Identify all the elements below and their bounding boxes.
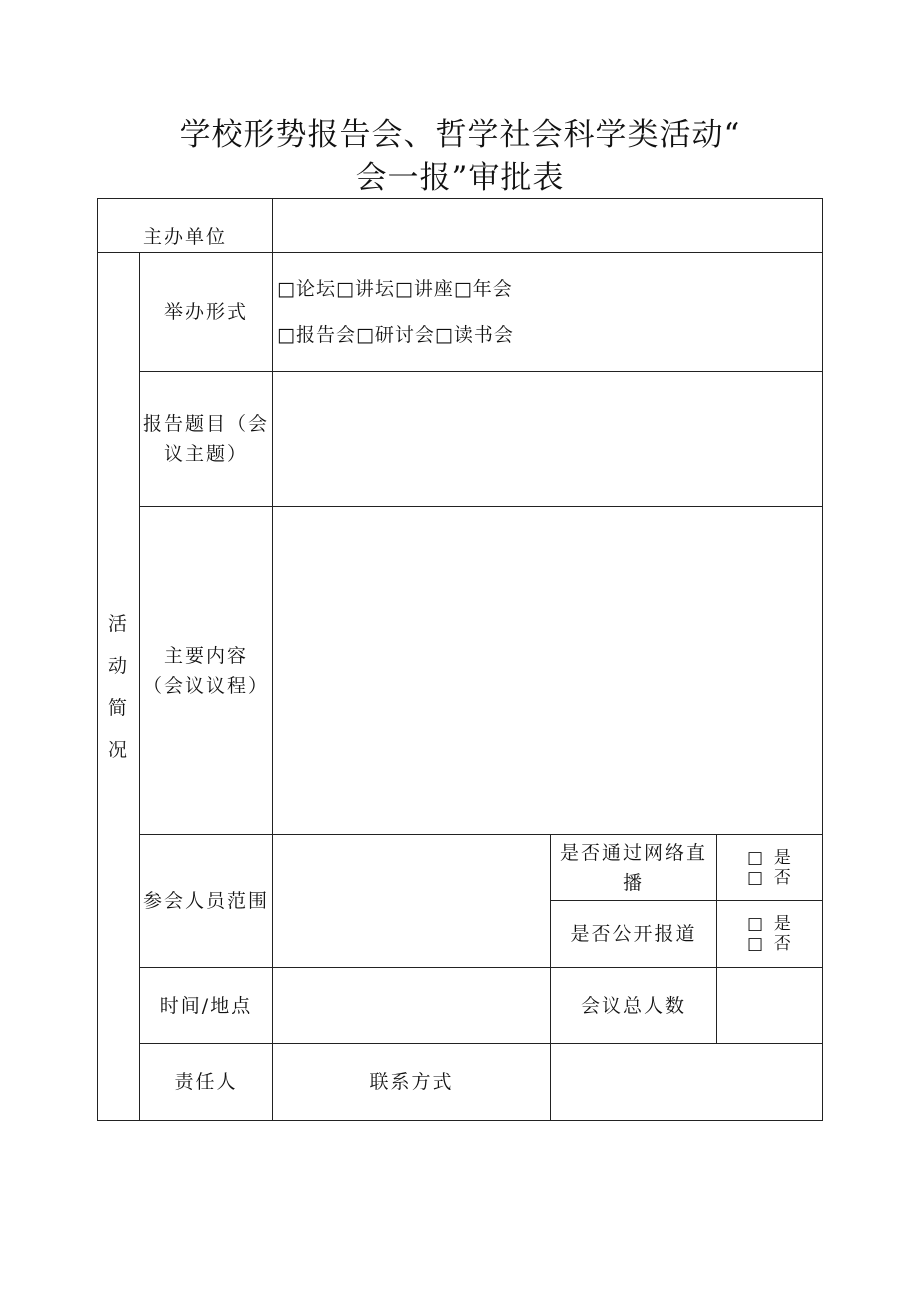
side-char-3: 简 xyxy=(107,696,129,719)
format-options-line-1[interactable]: □论坛□讲坛□讲座□年会 xyxy=(277,278,513,300)
total-attendees-label: 会议总人数 xyxy=(551,968,717,1044)
host-unit-label: 主办单位 xyxy=(98,199,273,253)
side-char-1: 活 xyxy=(107,612,129,635)
total-attendees-value[interactable] xyxy=(717,968,823,1044)
approval-form-table xyxy=(97,198,823,1121)
participants-value[interactable] xyxy=(273,835,551,968)
topic-value[interactable] xyxy=(273,372,823,507)
live-yes-checkbox[interactable]: □ 是 xyxy=(747,847,791,868)
format-label: 举办形式 xyxy=(140,253,273,372)
content-value[interactable] xyxy=(273,507,823,835)
form-title-line-2: 会一报”审批表 xyxy=(355,160,565,196)
contact-value[interactable] xyxy=(551,1044,823,1121)
form-title-line-1: 学校形势报告会、哲学社会科学类活动“ xyxy=(179,117,741,153)
topic-label: 报告题目（会议主题） xyxy=(140,372,273,507)
activity-summary-side-label xyxy=(98,253,140,1121)
content-label-line-2: （会议议程） xyxy=(142,674,269,697)
public-report-options[interactable] xyxy=(717,901,823,968)
report-yes-checkbox[interactable]: □ 是 xyxy=(747,914,791,934)
public-report-label: 是否公开报道 xyxy=(551,901,717,968)
content-label xyxy=(140,507,273,835)
person-in-charge-label: 责任人 xyxy=(140,1044,273,1121)
report-no-checkbox[interactable]: □ 否 xyxy=(747,934,791,954)
format-options-line-2[interactable]: □报告会□研讨会□读书会 xyxy=(277,324,514,346)
time-place-value[interactable] xyxy=(273,968,551,1044)
side-char-2: 动 xyxy=(107,654,129,677)
format-options[interactable] xyxy=(273,253,823,372)
host-unit-value[interactable] xyxy=(273,199,823,253)
live-no-checkbox[interactable]: □ 否 xyxy=(747,867,791,888)
contact-label: 联系方式 xyxy=(273,1044,551,1121)
live-stream-label: 是否通过网络直播 xyxy=(551,835,717,901)
participants-label: 参会人员范围 xyxy=(140,835,273,968)
content-label-line-1: 主要内容 xyxy=(163,644,248,667)
time-place-label: 时间/地点 xyxy=(140,968,273,1044)
live-stream-options[interactable] xyxy=(717,835,823,901)
side-char-4: 况 xyxy=(107,738,129,761)
